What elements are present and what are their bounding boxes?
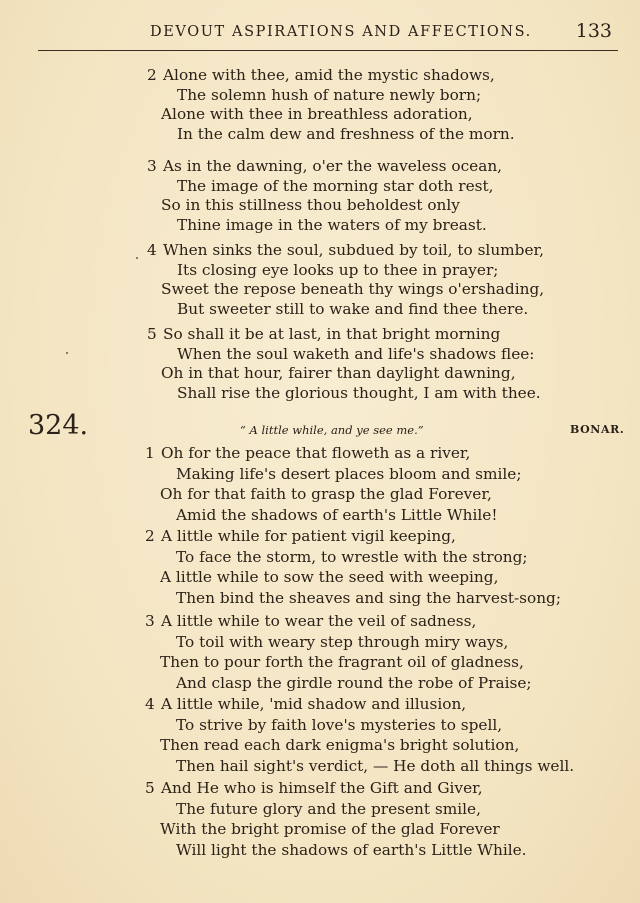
stanza-line: Alone with thee, amid the mystic shadows,: [163, 66, 495, 84]
stanza-line: But sweeter still to wake and find thee there.: [177, 299, 529, 318]
stanza-line: Then to pour forth the fragrant oil of gladness,: [160, 653, 524, 672]
stanza-line: And clasp the girdle round the robe of Praise;: [176, 673, 532, 692]
stanza-line: Oh for that faith to grasp the glad Forever,: [160, 485, 492, 504]
running-title: DEVOUT ASPIRATIONS AND AFFECTIONS.: [150, 24, 532, 40]
stanza-line: Then hail sight's verdict, — He doth all things well.: [176, 756, 575, 775]
stanza-line: To strive by faith love's mysteries to spell,: [176, 715, 503, 734]
stanza-line: When sinks the soul, subdued by toil, to slumber,: [163, 241, 545, 259]
stanza-number: 4: [145, 695, 155, 713]
stanza-line: The image of the morning star doth rest,: [177, 176, 494, 195]
stanza-number: 5: [147, 325, 157, 343]
stanza-line: When the soul waketh and life's shadows flee:: [177, 344, 535, 363]
stanza-line: Then bind the sheaves and sing the harvest-song;: [176, 588, 561, 607]
hymn-caption: “ A little while, and ye see me.”: [240, 423, 424, 437]
stanza-line: Amid the shadows of earth's Little While!: [176, 505, 498, 524]
stanza-line: Then read each dark enigma's bright solution,: [160, 736, 520, 755]
stanza-line: So in this stillness thou beholdest only: [161, 196, 460, 214]
stanza-line: Thine image in the waters of my breast.: [177, 215, 487, 234]
stanza-line: Alone with thee in breathless adoration,: [161, 105, 473, 123]
stanza-number: 4: [147, 241, 157, 259]
header-rule: [38, 50, 618, 51]
stanza-line: Oh for the peace that floweth as a river,: [161, 444, 471, 462]
page-header: [0, 20, 640, 50]
hymn-number: 324.: [28, 410, 89, 441]
stanza-line: A little while for patient vigil keeping,: [161, 527, 456, 545]
stanza-line: Shall rise the glorious thought, I am with thee.: [177, 383, 541, 402]
stanza-number: 1: [145, 444, 155, 462]
stanza-line: Sweet the repose beneath thy wings o'ershading,: [161, 280, 545, 298]
stanza-line: To toil with weary step through miry ways,: [176, 632, 509, 651]
stanza-line: So shall it be at last, in that bright morning: [163, 325, 501, 343]
hymn-author: BONAR.: [570, 423, 625, 436]
stanza-line: To face the storm, to wrestle with the strong;: [176, 547, 528, 566]
stanza-line: The solemn hush of nature newly born;: [177, 85, 482, 104]
stanza-line: And He who is himself the Gift and Giver,: [161, 779, 483, 797]
stanza-number: 2: [147, 66, 157, 84]
stanza-number: 2: [145, 527, 155, 545]
stanza-line: Oh in that hour, fairer than daylight dawning,: [161, 364, 516, 382]
stanza-line: A little while to wear the veil of sadness,: [161, 612, 477, 630]
stanza-line: A little while to sow the seed with weeping,: [160, 568, 499, 587]
stanza-line: In the calm dew and freshness of the morn.: [177, 124, 515, 143]
stanza-number: 3: [145, 612, 155, 630]
stanza-line: Will light the shadows of earth's Little While.: [176, 840, 527, 859]
paper-speck: [136, 257, 138, 259]
stanza-line: Making life's desert places bloom and smile;: [176, 464, 522, 483]
page-number: 133: [575, 20, 612, 42]
stanza-line: A little while, 'mid shadow and illusion,: [161, 695, 467, 713]
stanza-line: As in the dawning, o'er the waveless ocean,: [163, 157, 503, 175]
stanza-number: 3: [147, 157, 157, 175]
stanza-line: The future glory and the present smile,: [176, 799, 481, 818]
paper-speck: [66, 352, 68, 354]
stanza-line: With the bright promise of the glad Forever: [160, 820, 500, 839]
stanza-line: Its closing eye looks up to thee in prayer;: [177, 260, 499, 279]
stanza-number: 5: [145, 779, 155, 797]
